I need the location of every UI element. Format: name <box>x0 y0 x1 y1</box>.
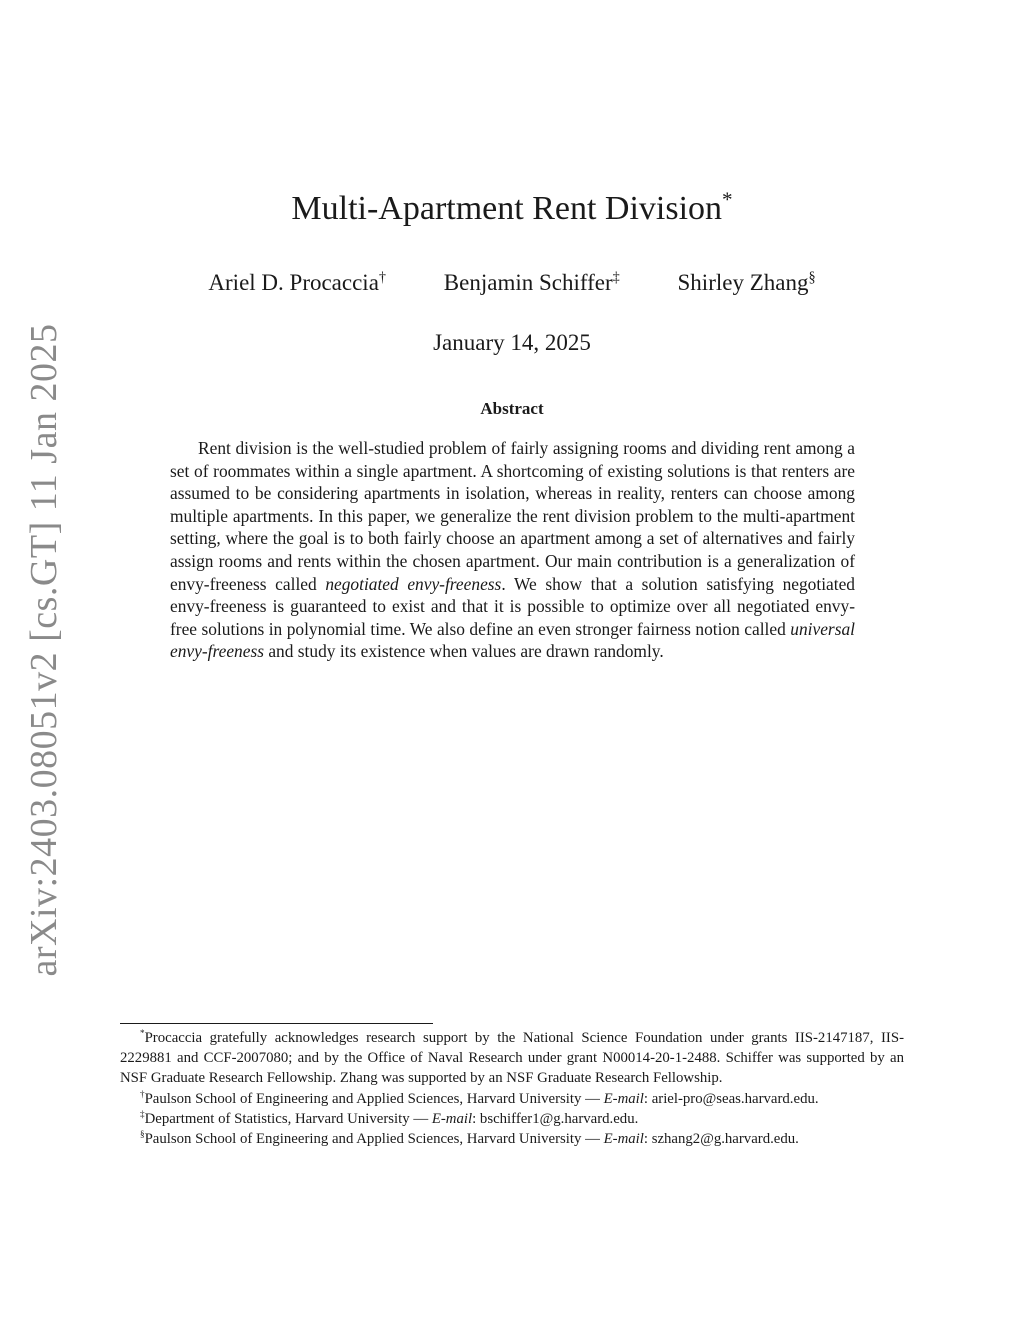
publication-date: January 14, 2025 <box>433 330 591 355</box>
footnotes <box>120 1028 904 1149</box>
footnote-divider <box>120 1023 433 1024</box>
footnote-schiffer-affiliation <box>120 1109 904 1129</box>
author-procaccia <box>208 270 386 296</box>
footnote-mark: ‡ <box>140 1108 145 1119</box>
arxiv-identifier-stamp: arXiv:2403.08051v2 [cs.GT] 11 Jan 2025 <box>23 323 65 977</box>
title-footnote-mark: * <box>722 187 733 212</box>
footnote-funding <box>120 1028 904 1089</box>
paper-title-text: Multi-Apartment Rent Division <box>291 190 723 227</box>
email-label: E-mail <box>431 1110 473 1127</box>
abstract-text: and study its existence when values are drawn randomly. <box>263 641 664 662</box>
footnote-mark: † <box>140 1088 145 1099</box>
abstract-body <box>170 437 855 663</box>
footnote-zhang-affiliation <box>120 1129 904 1149</box>
footnote-text: Department of Statistics, Harvard University — <box>144 1110 432 1127</box>
abstract-term-universal: universal envy-freeness <box>170 618 855 662</box>
author-zhang <box>678 270 816 296</box>
author-schiffer <box>444 270 620 296</box>
author-name: Benjamin Schiffer <box>443 270 613 295</box>
author-name: Shirley Zhang <box>677 270 809 295</box>
email-address: : bschiffer1@g.harvard.edu. <box>472 1110 639 1127</box>
abstract-text: . We show that a solution satisfying negotiated envy-freeness is guaranteed to exist and that it is possible to optimize over all negotiated envy-free solutions in polynomial time. We also define an even stronger fairness notion called <box>170 573 855 639</box>
abstract-heading: Abstract <box>480 399 544 418</box>
footnote-text: Procaccia gratefully acknowledges research support by the National Science Foundation under grants IIS-2147187, IIS-2229881 and CCF-2007080; and by the Office of Naval Research under grant N00014-20-1-2488. Schiffer was supported by an NSF Graduate Research Fellowship. Zhang was supported by an NSF Graduate Research Fellowship. <box>120 1030 904 1087</box>
author-footnote-mark: † <box>378 269 387 286</box>
email-address: : ariel-pro@seas.harvard.edu. <box>643 1090 819 1107</box>
author-list <box>0 270 1024 296</box>
paper-title <box>0 187 1024 228</box>
footnote-mark: * <box>140 1028 145 1039</box>
footnote-text: Paulson School of Engineering and Applied Sciences, Harvard University — <box>144 1090 604 1107</box>
footnote-text: Paulson School of Engineering and Applied Sciences, Harvard University — <box>144 1131 604 1148</box>
author-footnote-mark: § <box>808 269 816 286</box>
footnote-procaccia-affiliation <box>120 1089 904 1109</box>
author-name: Ariel D. Procaccia <box>208 270 379 295</box>
abstract-term-negotiated: negotiated envy-freeness <box>325 573 502 594</box>
email-address: : szhang2@g.harvard.edu. <box>643 1131 799 1148</box>
author-footnote-mark: ‡ <box>612 269 620 286</box>
email-label: E-mail <box>603 1090 644 1107</box>
footnote-mark: § <box>140 1129 145 1140</box>
email-label: E-mail <box>603 1131 644 1148</box>
abstract-text: Rent division is the well-studied problem of fairly assigning rooms and dividing rent among a set of roommates within a single apartment. A shortcoming of existing solutions is that renters are assumed to be considering apartments in isolation, whereas in reality, renters can choose among multiple apartments. In this paper, we generalize the rent division problem to the multi-apartment setting, where the goal is to both fairly choose an apartment among a set of alternatives and fairly assign rooms and rents within the chosen apartment. Our main contribution is a generalization of envy-freeness called <box>170 438 855 594</box>
